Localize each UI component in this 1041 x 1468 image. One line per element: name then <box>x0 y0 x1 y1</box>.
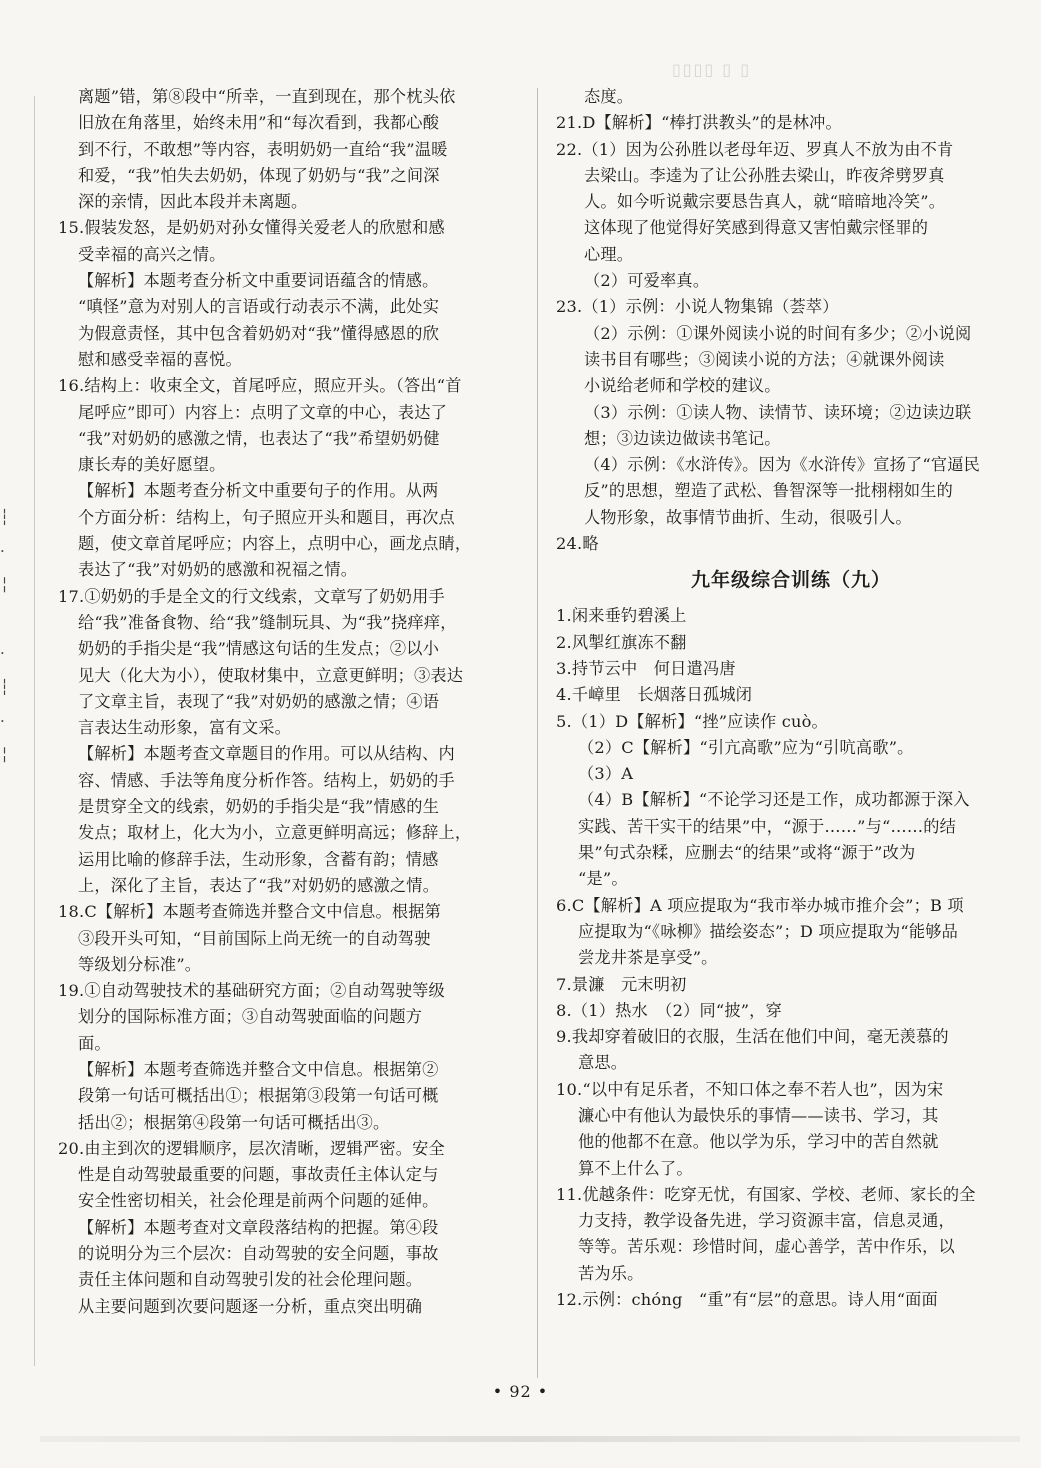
text-line: 21.D【解析】“棒打洪教头”的是林冲。 <box>556 113 842 133</box>
text-line: 容、情感、手法等角度分析作答。结构上，奶奶的手 <box>78 770 455 790</box>
text-line: （2）可爱率真。 <box>584 271 710 291</box>
section-heading: 九年级综合训练（九） <box>690 569 891 592</box>
text-line: 反”的思想，塑造了武松、鲁智深等一批栩栩如生的 <box>584 481 953 501</box>
text-line: 【解析】本题考查分析文中重要词语蕴含的情感。 <box>78 271 439 291</box>
text-line: 人。如今听说戴宗要恳告真人，就“暗暗地冷笑”。 <box>584 192 946 212</box>
text-line: 言表达生动形象，富有文采。 <box>78 718 292 738</box>
text-line: 到不行，不敢想”等内容，表明奶奶一直给“我”温暖 <box>78 139 448 159</box>
right-column <box>556 84 1026 1313</box>
text-line: 尝龙井茶是享受”。 <box>578 948 718 968</box>
page-number: • 92 • <box>492 1382 549 1401</box>
text-line: 他的他都不在意。他以学为乐，学习中的苦自然就 <box>578 1132 939 1152</box>
text-line: 慰和感受幸福的喜悦。 <box>78 349 242 369</box>
text-line: 性是自动驾驶最重要的问题，事故责任主体认定与 <box>78 1165 439 1185</box>
text-line: 题，使文章首尾呼应；内容上，点明中心，画龙点睛， <box>78 534 472 554</box>
text-line: 从主要问题到次要问题逐一分析，重点突出明确 <box>78 1296 423 1316</box>
text-line: 和爱，“我”怕失去奶奶，体现了奶奶与“我”之间深 <box>78 165 440 185</box>
text-line: 2.风掣红旗冻不翻 <box>556 632 687 652</box>
text-line: 【解析】本题考查对文章段落结构的把握。第④段 <box>78 1217 439 1237</box>
text-line: 9.我却穿着破旧的衣服，生活在他们中间，毫无羡慕的 <box>556 1027 949 1047</box>
text-line: 18.C【解析】本题考查筛选并整合文中信息。根据第 <box>58 902 442 922</box>
text-line: 【解析】本题考查分析文中重要句子的作用。从两 <box>78 481 439 501</box>
text-line: 23.（1）示例：小说人物集锦（荟萃） <box>556 297 839 317</box>
bottom-scan-shadow <box>40 1436 1020 1442</box>
text-line: 17.①奶奶的手是全文的行文线索，文章写了奶奶用手 <box>58 586 445 606</box>
text-line: 奶奶的手指尖是“我”情感这句话的生发点；②以小 <box>78 639 440 659</box>
text-line: 12.示例：chóng “重”有“层”的意思。诗人用“面面 <box>556 1290 938 1310</box>
text-line: 15.假装发怒，是奶奶对孙女懂得关爱老人的欣慰和感 <box>58 218 445 238</box>
text-line: 16.结构上：收束全文，首尾呼应，照应开头。（答出“首 <box>58 376 462 396</box>
text-line: 苦为乐。 <box>578 1263 644 1283</box>
text-line: 括出②；根据第④段第一句话可概括出③。 <box>78 1112 390 1132</box>
text-line: 是贯穿全文的线索，奶奶的手指尖是“我”情感的生 <box>78 797 440 817</box>
text-line: “我”对奶奶的感激之情，也表达了“我”希望奶奶健 <box>78 428 440 448</box>
text-line: 1.闲来垂钓碧溪上 <box>556 606 687 626</box>
text-line: 态度。 <box>584 87 634 106</box>
left-binding-line <box>34 96 35 1366</box>
text-line: 划分的国际标准方面；③自动驾驶面临的问题方 <box>78 1007 423 1027</box>
text-line: 19.①自动驾驶技术的基础研究方面；②自动驾驶等级 <box>58 981 445 1001</box>
text-line: 读书目有哪些；③阅读小说的方法；④就课外阅读 <box>584 349 945 369</box>
text-line: 小说给老师和学校的建议。 <box>584 376 781 396</box>
text-line: 等等。苦乐观：珍惜时间，虚心善学，苦中作乐，以 <box>578 1237 955 1257</box>
text-line: 尾呼应”即可）内容上：点明了文章的中心，表达了 <box>78 402 447 422</box>
right-column-answers-bottom <box>556 603 1026 1313</box>
text-line: 濂心中有他认为最快乐的事情——读书、学习，其 <box>578 1105 939 1125</box>
text-line: 3.持节云中 何日遣冯唐 <box>556 658 736 678</box>
text-line: 等级划分标准”。 <box>78 954 202 974</box>
previous-page-bleed-marks: ┆ · ╎ · ┆ · ╎ <box>0 508 10 764</box>
text-line: 24.略 <box>556 534 599 554</box>
text-line: 康长寿的美好愿望。 <box>78 455 226 475</box>
text-line: 20.由主到次的逻辑顺序，层次清晰，逻辑严密。安全 <box>58 1138 445 1158</box>
text-line: ③段开头可知，“目前国际上尚无统一的自动驾驶 <box>78 928 431 948</box>
text-line: 【解析】本题考查文章题目的作用。可以从结构、内 <box>78 744 455 764</box>
text-line: 人物形象，故事情节曲折、生动，很吸引人。 <box>584 507 912 527</box>
text-line: （2）示例：①课外阅读小说的时间有多少；②小说阅 <box>584 323 972 343</box>
text-line: 5.（1）D【解析】“挫”应读作 cuò。 <box>556 711 828 731</box>
text-line: 果”句式杂糅，应删去“的结果”或将“源于”改为 <box>578 843 916 863</box>
text-line: 11.优越条件：吃穿无忧，有国家、学校、老师、家长的全 <box>556 1184 976 1204</box>
text-line: 力支持，教学设备先进，学习资源丰富，信息灵通， <box>578 1211 955 1231</box>
text-line: 运用比喻的修辞手法，生动形象，含蓄有韵；情感 <box>78 849 439 869</box>
text-line: 面。 <box>78 1033 111 1053</box>
text-line: 离题”错，第⑧段中“所幸，一直到现在，那个枕头依 <box>78 87 456 106</box>
text-line: 想；③边读边做读书笔记。 <box>584 428 781 448</box>
column-divider <box>537 88 538 1378</box>
text-line: “是”。 <box>578 869 628 889</box>
text-line: 了文章主旨，表现了“我”对奶奶的感激之情；④语 <box>78 691 440 711</box>
right-column-answers-top <box>556 84 1026 557</box>
text-line: 责任主体问题和自动驾驶引发的社会伦理问题。 <box>78 1270 423 1290</box>
text-line: 见大（化大为小），使取材集中，立意更鲜明；③表达 <box>78 665 464 685</box>
text-line: “嗔怪”意为对别人的言语或行动表示不满，此处实 <box>78 297 440 317</box>
text-line: （4）示例：《水浒传》。因为《水浒传》宣扬了“官逼民 <box>584 455 981 475</box>
text-line: 应提取为“《咏柳》描绘姿态”；D 项应提取为“能够品 <box>578 921 958 941</box>
text-line: 给“我”准备食物、给“我”缝制玩具、为“我”挠痒痒， <box>78 612 457 632</box>
text-line: 深的亲情，因此本段并未离题。 <box>78 192 308 212</box>
text-line: （3）示例：①读人物、读情节、读环境；②边读边联 <box>584 402 972 422</box>
text-line: 7.景濂 元末明初 <box>556 974 687 994</box>
text-line: （3）A <box>578 764 634 784</box>
text-line: 旧放在角落里，始终未用”和“每次看到，我都心酸 <box>78 113 440 133</box>
text-line: 去梁山。李逵为了让公孙胜去梁山，昨夜斧劈罗真 <box>584 165 945 185</box>
faded-stamp-mark: ▯▯▯▯ ▯ ▯ <box>672 60 751 79</box>
text-line: 实践、苦干实干的结果”中，“源于……”与“……的结 <box>578 816 957 836</box>
text-line: 为假意责怪，其中包含着奶奶对“我”懂得感恩的欣 <box>78 323 440 343</box>
text-line: 安全性密切相关，社会伦理是前两个问题的延伸。 <box>78 1191 439 1211</box>
text-line: 10.“以中有足乐者，不知口体之奉不若人也”，因为宋 <box>556 1079 944 1099</box>
text-line: 22.（1）因为公孙胜以老母年迈、罗真人不放为由不肯 <box>556 139 954 159</box>
text-line: （2）C【解析】“引亢高歌”应为“引吭高歌”。 <box>578 737 914 757</box>
text-line: （4）B【解析】“不论学习还是工作，成功都源于深入 <box>578 790 970 810</box>
text-line: 表达了“我”对奶奶的感激和祝福之情。 <box>78 560 358 580</box>
text-line: 心理。 <box>584 244 634 264</box>
text-line: 6.C【解析】A 项应提取为“我市举办城市推介会”；B 项 <box>556 895 964 915</box>
text-line: 段第一句话可概括出①；根据第③段第一句话可概 <box>78 1086 439 1106</box>
text-line: 发点；取材上，化大为小，立意更鲜明高远；修辞上， <box>78 823 472 843</box>
left-column <box>58 84 520 1320</box>
text-line: 这体现了他觉得好笑感到得意又害怕戴宗怪罪的 <box>584 218 929 238</box>
text-line: 8.（1）热水 （2）同“披”，穿 <box>556 1000 782 1020</box>
text-line: 个方面分析：结构上，句子照应开头和题目，再次点 <box>78 507 455 527</box>
text-line: 意思。 <box>578 1053 628 1073</box>
text-line: 算不上什么了。 <box>578 1158 693 1178</box>
text-line: 【解析】本题考查筛选并整合文中信息。根据第② <box>78 1059 439 1079</box>
text-line: 上，深化了主旨，表达了“我”对奶奶的感激之情。 <box>78 875 440 895</box>
text-line: 4.千嶂里 长烟落日孤城闭 <box>556 685 753 705</box>
text-line: 的说明分为三个层次：自动驾驶的安全问题，事故 <box>78 1244 439 1264</box>
text-line: 受幸福的高兴之情。 <box>78 244 226 264</box>
